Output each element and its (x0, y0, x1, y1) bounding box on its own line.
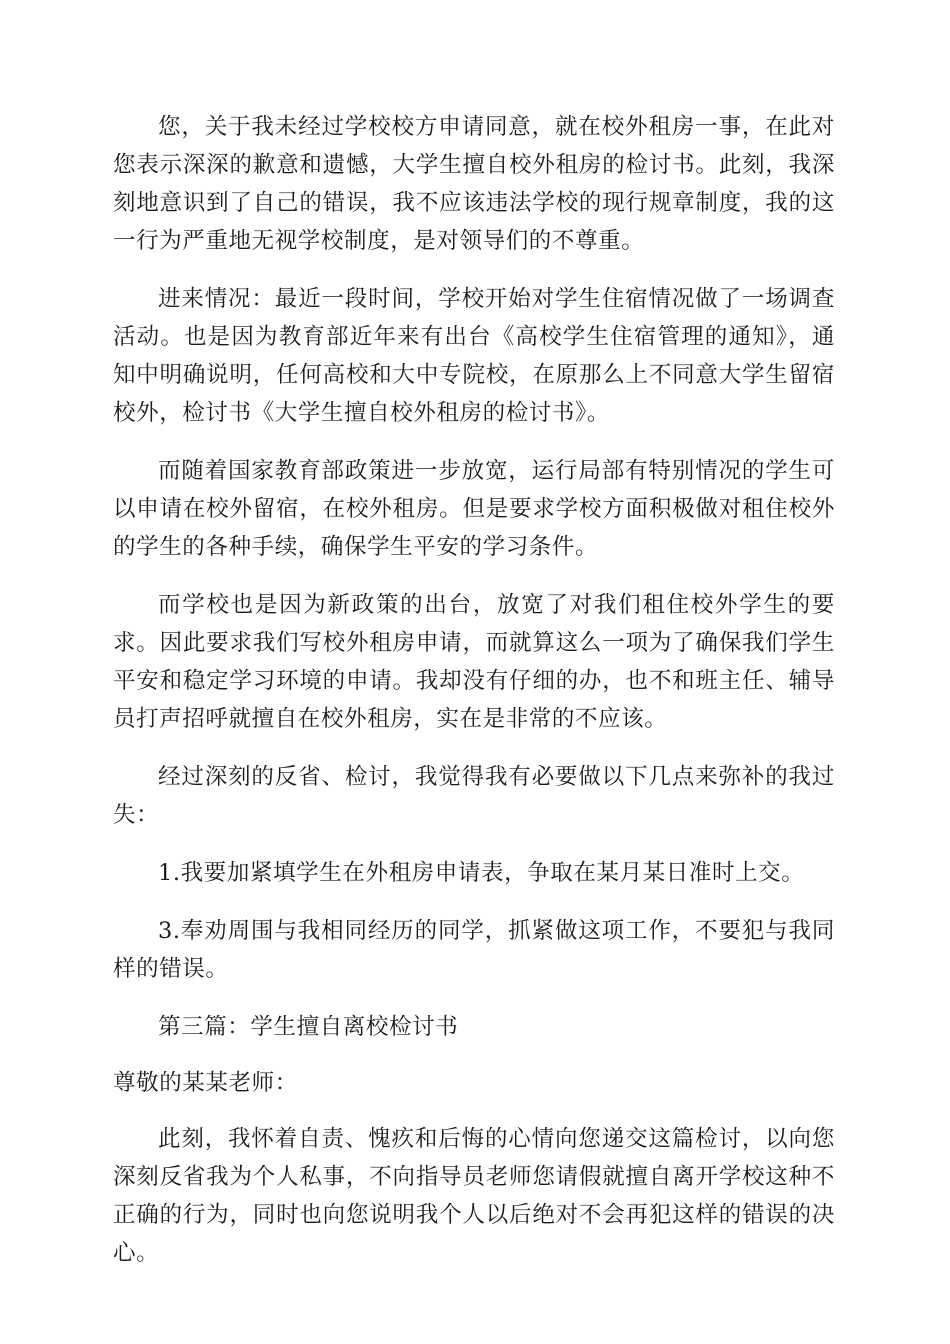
paragraph-apology: 您，关于我未经过学校校方申请同意，就在校外租房一事，在此对您表示深深的歉意和遗憾，大学生擅自校外租房的检讨书。此刻，我深刻地意识到了自己的错误，我不应该违法学校的现行规章制度，我的这一行为严重地无视学校制度，是对领导们的不尊重。 (113, 114, 835, 254)
paragraph-policy: 而随着国家教育部政策进一步放宽，运行局部有特别情况的学生可以申请在校外留宿，在校外租房。但是要求学校方面积极做对租住校外的学生的各种手续，确保学生平安的学习条件。 (113, 458, 835, 560)
section-heading: 第三篇：学生擅自离校检讨书 (158, 1014, 459, 1040)
document-body (113, 108, 835, 1292)
list-item-1: 1.我要加紧填学生在外租房申请表，争取在某月某日准时上交。 (158, 860, 805, 886)
salutation: 尊敬的某某老师： (113, 1070, 298, 1096)
paragraph-reflection: 经过深刻的反省、检讨，我觉得我有必要做以下几点来弥补的我过失： (113, 764, 835, 828)
list-item-3: 3.奉劝周围与我相同经历的同学，抓紧做这项工作，不要犯与我同样的错误。 (113, 918, 835, 982)
paragraph-situation: 进来情况：最近一段时间，学校开始对学生住宿情况做了一场调查活动。也是因为教育部近年来有出台《高校学生住宿管理的通知》，通知中明确说明，任何高校和大中专院校，在原那么上不同意大学生留宿校外，检讨书《大学生擅自校外租房的检讨书》。 (113, 286, 835, 426)
paragraph-confession: 此刻，我怀着自责、愧疚和后悔的心情向您递交这篇检讨，以向您深刻反省我为个人私事，不向指导员老师您请假就擅自离开学校这种不正确的行为，同时也向您说明我个人以后绝对不会再犯这样的错误的决心。 (113, 1126, 835, 1266)
paragraph-school-requirement: 而学校也是因为新政策的出台，放宽了对我们租住校外学生的要求。因此要求我们写校外租房申请，而就算这么一项为了确保我们学生平安和稳定学习环境的申请。我却没有仔细的办，也不和班主任、辅导员打声招呼就擅自在校外租房，实在是非常的不应该。 (113, 592, 835, 732)
